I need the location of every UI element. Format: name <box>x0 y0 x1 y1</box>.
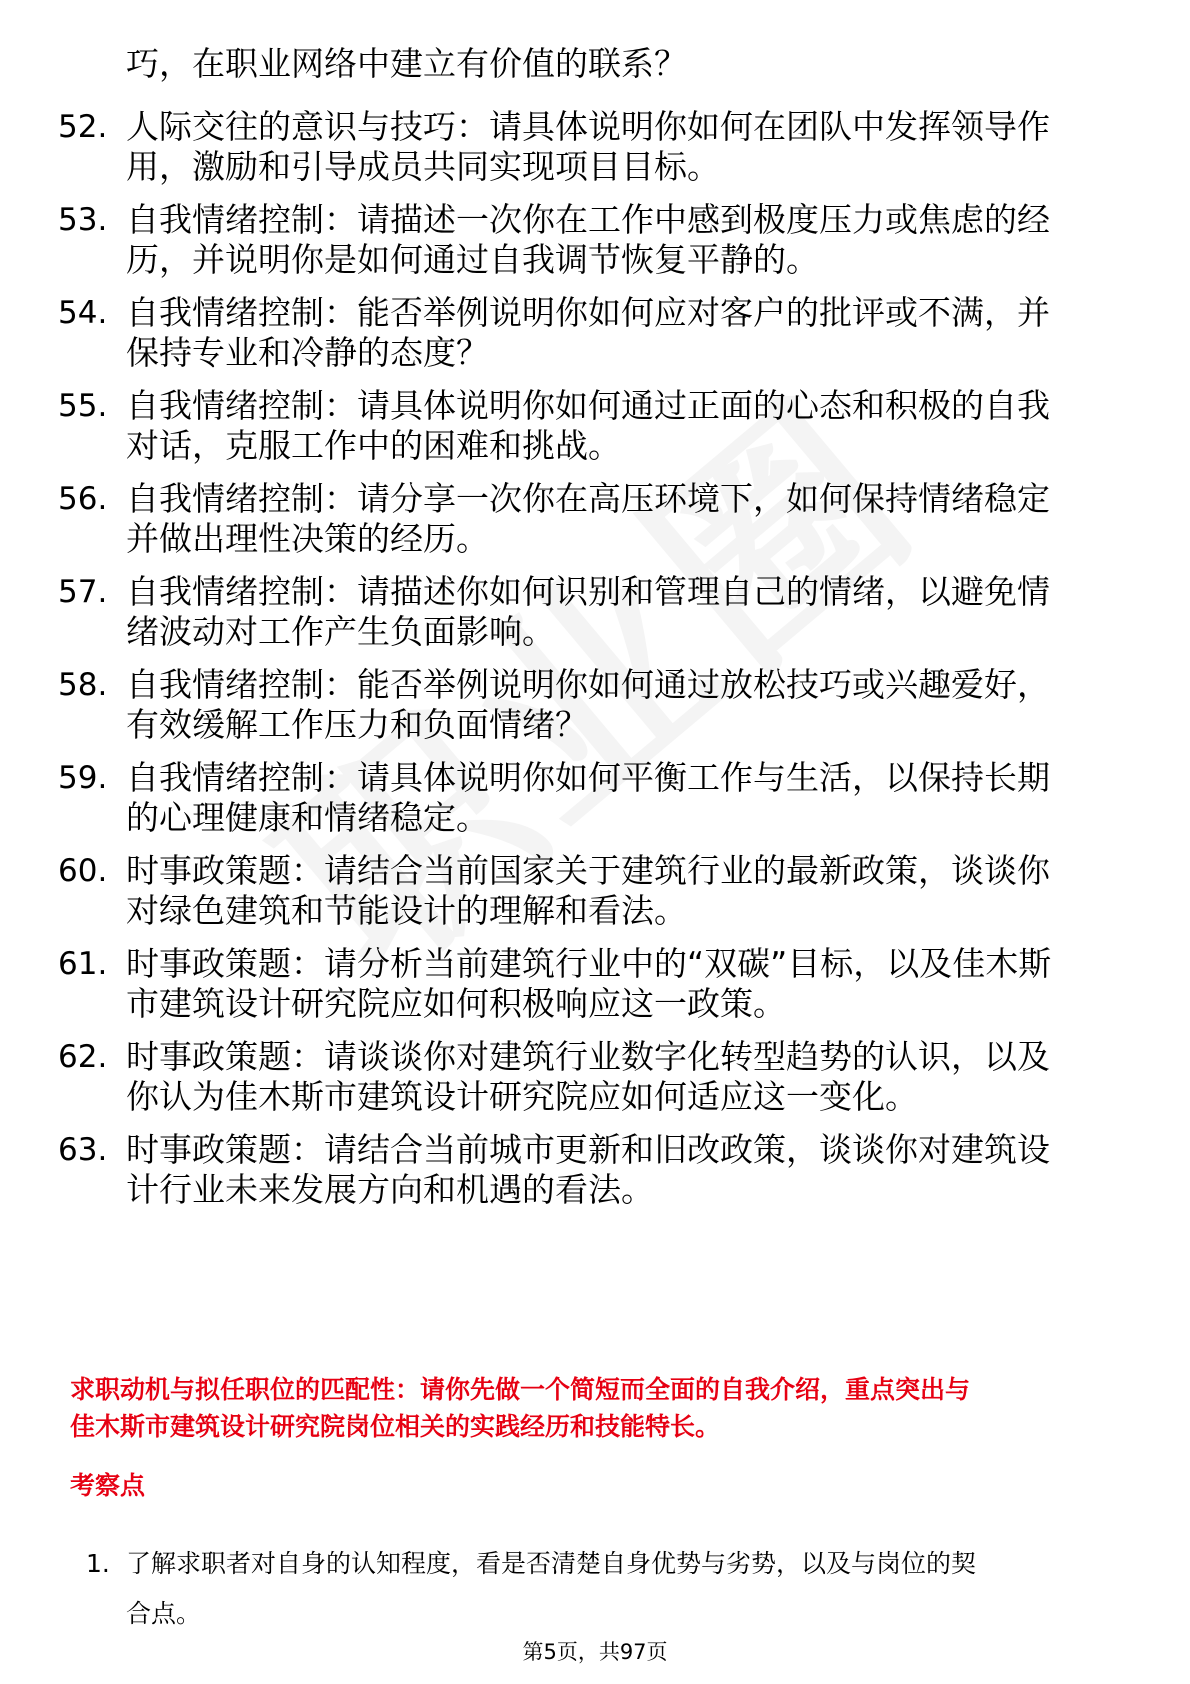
page-number-footer: 第5页，共97页 <box>522 1640 668 1664</box>
question-line: 历，并说明你是如何通过自我调节恢复平静的。 <box>126 240 819 279</box>
question-number: 56. <box>58 481 108 517</box>
question-line: 用，激励和引导成员共同实现项目目标。 <box>126 147 720 186</box>
question-item <box>0 572 1190 654</box>
question-line: 计行业未来发展方向和机遇的看法。 <box>126 1170 654 1209</box>
question-line: 自我情绪控制：能否举例说明你如何应对客户的批评或不满，并 <box>126 293 1050 332</box>
question-line: 时事政策题：请谈谈你对建筑行业数字化转型趋势的认识，以及 <box>126 1037 1050 1076</box>
question-item <box>0 665 1190 747</box>
question-line: 有效缓解工作压力和负面情绪？ <box>126 705 588 744</box>
assessment-title: 考察点 <box>70 1471 146 1500</box>
question-number: 55. <box>58 388 108 424</box>
question-text <box>126 944 1126 1024</box>
question-number: 63. <box>58 1132 108 1168</box>
question-line: 对绿色建筑和节能设计的理解和看法。 <box>126 891 687 930</box>
question-item <box>0 944 1190 1026</box>
question-line: 对话，克服工作中的困难和挑战。 <box>126 426 621 465</box>
question-text <box>126 200 1126 280</box>
question-continuation-line: 巧，在职业网络中建立有价值的联系？ <box>126 44 687 83</box>
question-text <box>126 572 1126 652</box>
question-number: 58. <box>58 667 108 703</box>
question-item <box>0 200 1190 282</box>
question-item <box>0 479 1190 561</box>
highlighted-question <box>70 1371 1130 1445</box>
question-text <box>126 386 1126 466</box>
question-line: 自我情绪控制：请分享一次你在高压环境下，如何保持情绪稳定 <box>126 479 1050 518</box>
question-line: 并做出理性决策的经历。 <box>126 519 489 558</box>
question-text <box>126 758 1126 838</box>
question-line: 绪波动对工作产生负面影响。 <box>126 612 555 651</box>
question-line: 自我情绪控制：能否举例说明你如何通过放松技巧或兴趣爱好， <box>126 665 1050 704</box>
assessment-point-line: 了解求职者对自身的认知程度，看是否清楚自身优势与劣势，以及与岗位的契 <box>126 1549 977 1578</box>
question-item <box>0 293 1190 375</box>
question-number: 53. <box>58 202 108 238</box>
question-number: 61. <box>58 946 108 982</box>
highlighted-question-line: 求职动机与拟任职位的匹配性：请你先做一个简短而全面的自我介绍，重点突出与 <box>70 1375 971 1404</box>
question-item <box>0 1037 1190 1119</box>
question-number: 57. <box>58 574 108 610</box>
question-line: 时事政策题：请结合当前国家关于建筑行业的最新政策，谈谈你 <box>126 851 1050 890</box>
assessment-point-number: 1. <box>86 1549 110 1578</box>
question-number: 54. <box>58 295 108 331</box>
question-item <box>0 851 1190 933</box>
question-line: 自我情绪控制：请具体说明你如何通过正面的心态和积极的自我 <box>126 386 1050 425</box>
question-line: 自我情绪控制：请描述一次你在工作中感到极度压力或焦虑的经 <box>126 200 1050 239</box>
question-number: 62. <box>58 1039 108 1075</box>
question-text <box>126 851 1126 931</box>
question-line: 保持专业和冷静的态度？ <box>126 333 489 372</box>
question-line: 时事政策题：请分析当前建筑行业中的“双碳”目标，以及佳木斯 <box>126 944 1052 983</box>
question-item <box>0 1130 1190 1212</box>
highlighted-question-line: 佳木斯市建筑设计研究院岗位相关的实践经历和技能特长。 <box>70 1412 721 1441</box>
question-text <box>126 665 1126 745</box>
question-item <box>0 386 1190 468</box>
question-line: 你认为佳木斯市建筑设计研究院应如何适应这一变化。 <box>126 1077 918 1116</box>
assessment-point-text <box>126 1548 1126 1630</box>
question-line: 自我情绪控制：请描述你如何识别和管理自己的情绪，以避免情 <box>126 572 1050 611</box>
question-line: 的心理健康和情绪稳定。 <box>126 798 489 837</box>
question-line: 人际交往的意识与技巧：请具体说明你如何在团队中发挥领导作 <box>126 107 1050 146</box>
question-text <box>126 479 1126 559</box>
question-text <box>126 107 1126 187</box>
question-line: 自我情绪控制：请具体说明你如何平衡工作与生活，以保持长期 <box>126 758 1050 797</box>
assessment-point-line: 合点。 <box>126 1599 202 1628</box>
question-line: 时事政策题：请结合当前城市更新和旧改政策，谈谈你对建筑设 <box>126 1130 1050 1169</box>
question-text <box>126 1130 1126 1210</box>
question-text <box>126 1037 1126 1117</box>
question-number: 60. <box>58 853 108 889</box>
question-number: 52. <box>58 109 108 145</box>
question-number: 59. <box>58 760 108 796</box>
question-item <box>0 758 1190 840</box>
question-text <box>126 293 1126 373</box>
question-item <box>0 107 1190 189</box>
question-line: 市建筑设计研究院应如何积极响应这一政策。 <box>126 984 786 1023</box>
